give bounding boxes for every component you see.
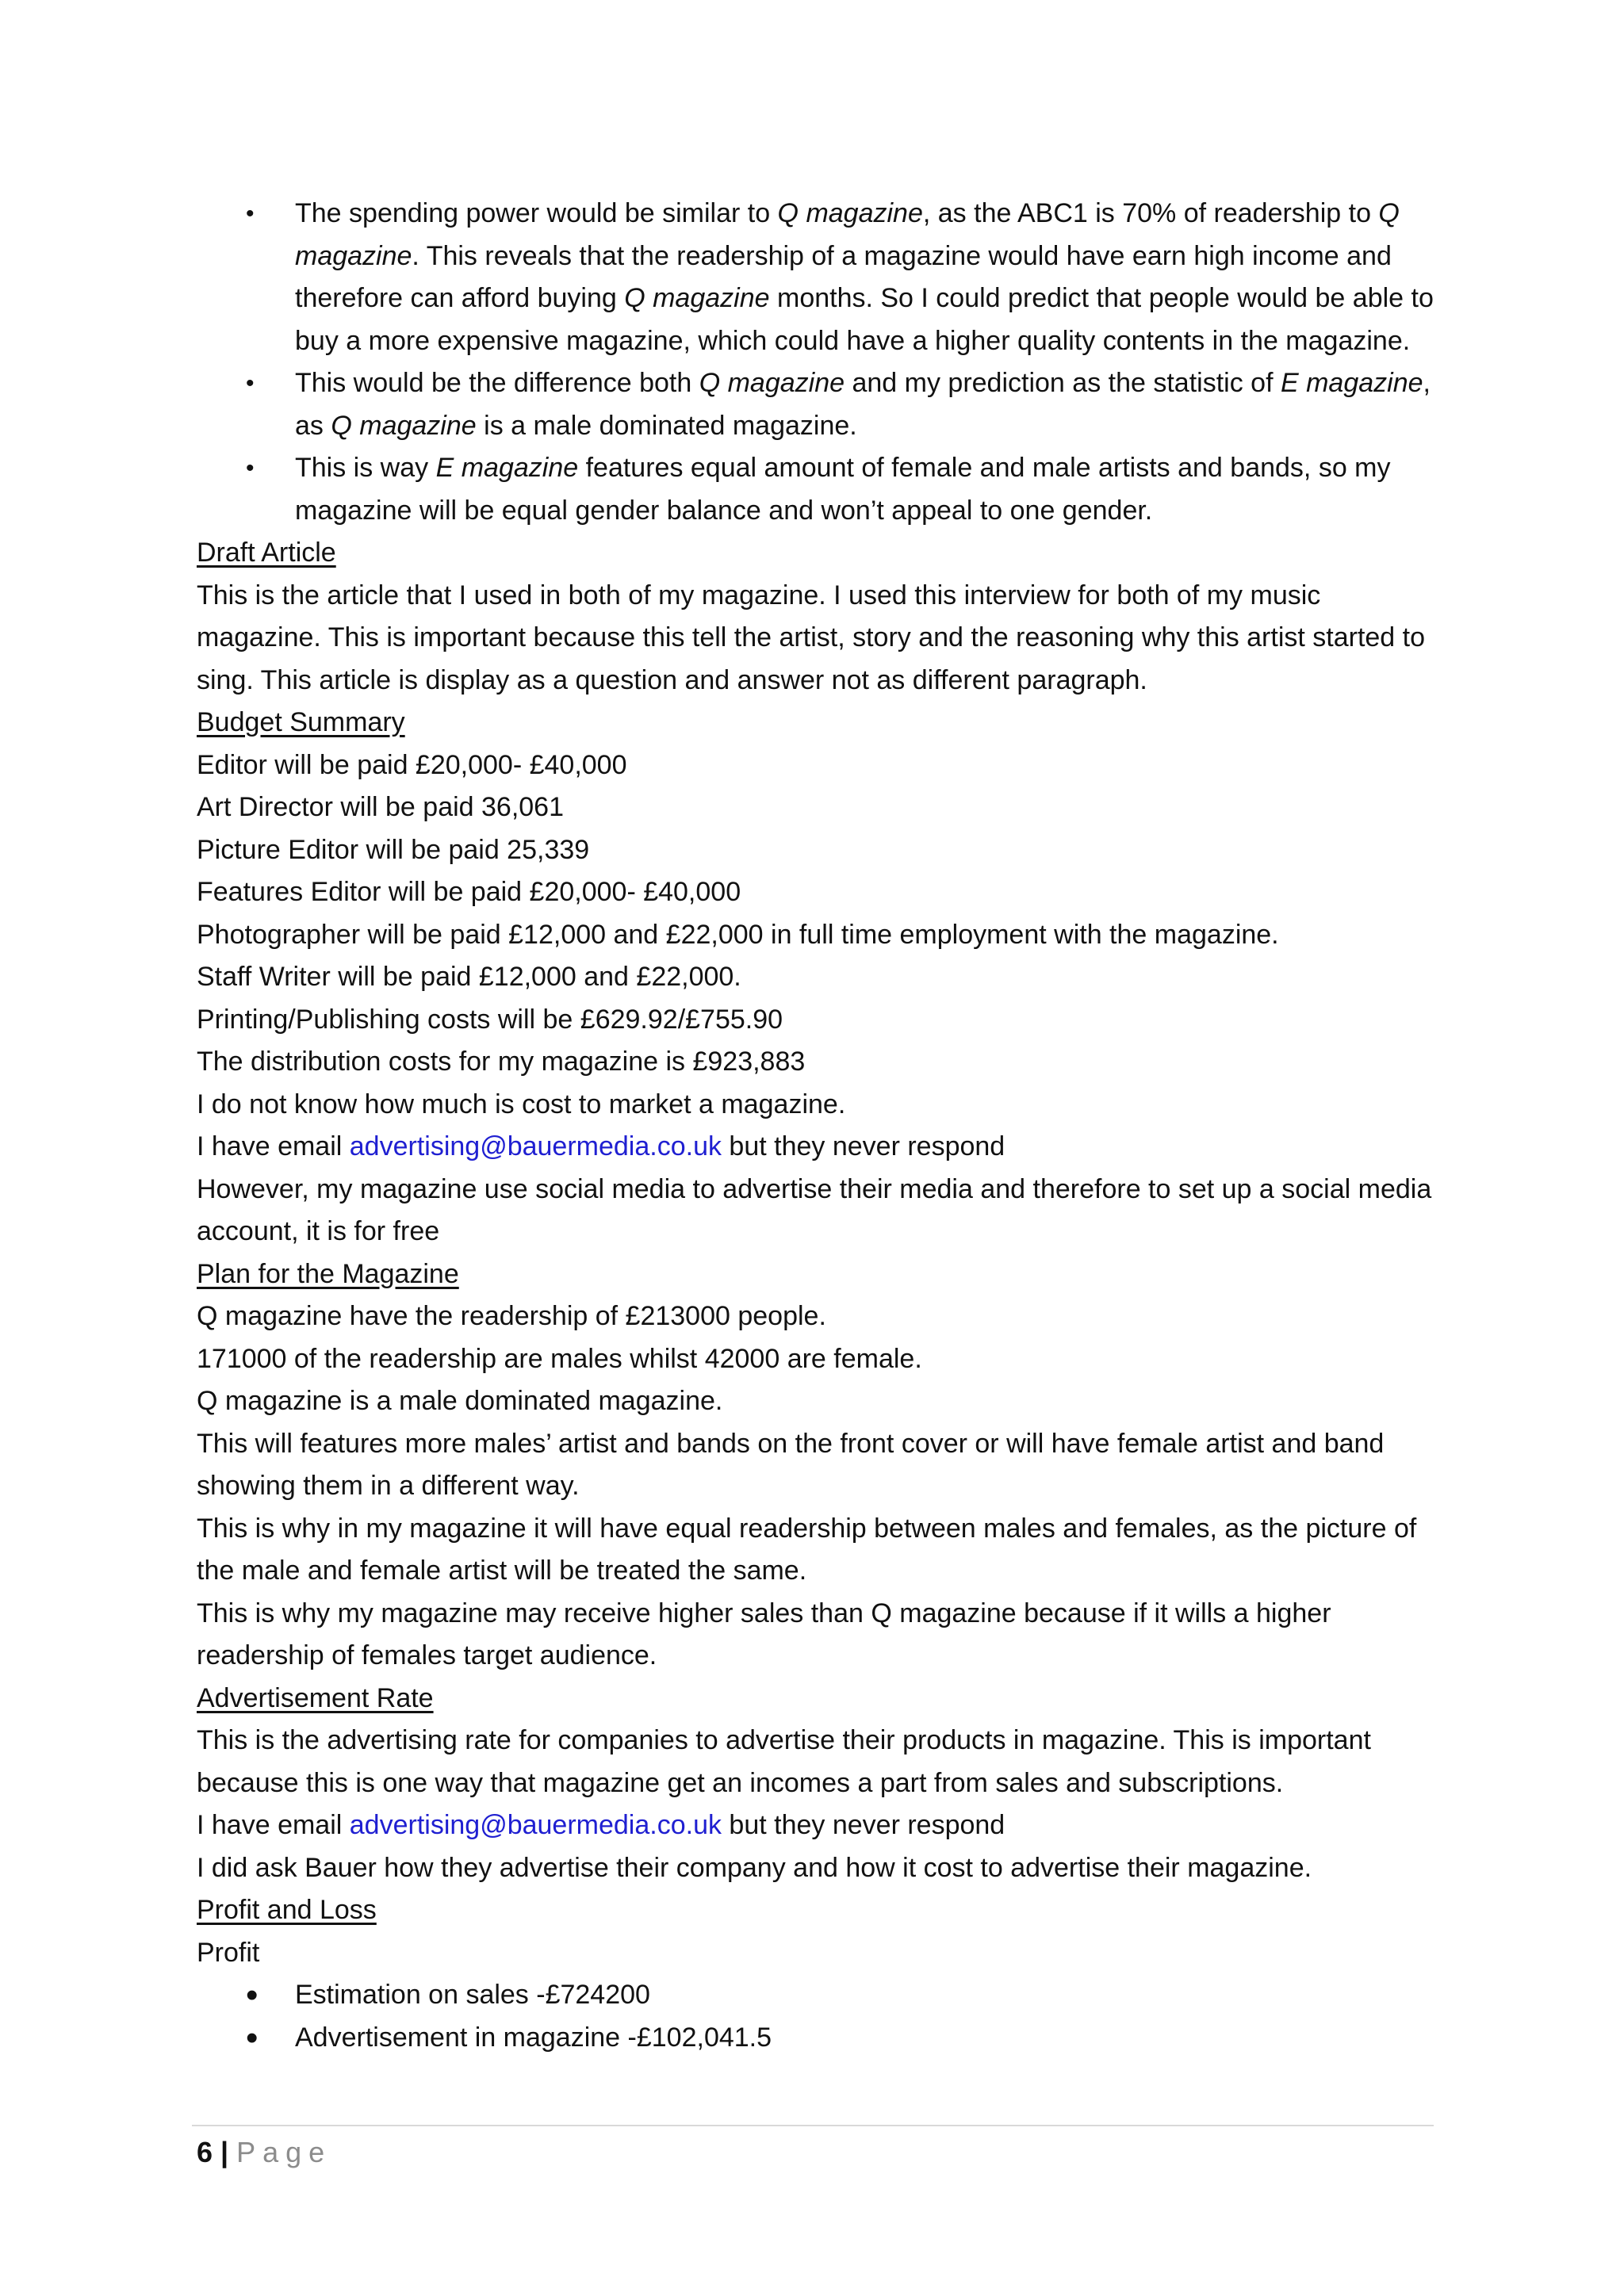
bullet-text: This would be the difference both	[295, 368, 699, 398]
plan-lines	[197, 1295, 1434, 1678]
profit-item	[197, 1974, 1434, 2017]
budget-line: Editor will be paid £20,000- £40,000	[197, 749, 627, 780]
plan-line: Q magazine have the readership of £213000 people.	[197, 1301, 826, 1331]
budget-social-text: However, my magazine use social media to advertise their media and therefore to set up a social media account, it is for free	[197, 1173, 1432, 1246]
top-bullet-list	[197, 193, 1434, 532]
budget-email-prefix: I have email	[197, 1131, 350, 1161]
italic-title: E magazine	[1280, 368, 1423, 398]
budget-email-suffix: but they never respond	[721, 1131, 1005, 1161]
italic-title: Q magazine	[699, 368, 845, 398]
plan-line: This is why in my magazine it will have equal readership between males and females, as the picture of the male and female artist will be treated the same.	[197, 1513, 1417, 1586]
bullet-mark: •	[246, 2018, 259, 2057]
bullet-text: is a male dominated magazine.	[476, 410, 857, 441]
top-bullet-item	[197, 447, 1434, 532]
budget-line: I do not know how much is cost to market a magazine.	[197, 1089, 846, 1119]
bullet-text: , as	[295, 368, 1431, 441]
profit-item-text: Advertisement in magazine -£102,041.5	[295, 2022, 772, 2053]
profit-item	[197, 2017, 1434, 2060]
bullet-text: This is way	[295, 453, 436, 483]
profit-item-text: Estimation on sales -£724200	[295, 1980, 650, 2010]
advert-email-line	[197, 1804, 1434, 1847]
draft-article-text: This is the article that I used in both of my magazine. I used this interview for both of my music magazine. This is important because this tell the artist, story and the reasoning why this artist started to sing. This article is display as a question and answer not as different paragraph.	[197, 580, 1426, 695]
italic-title: Q magazine	[777, 198, 923, 228]
budget-line: The distribution costs for my magazine is £923,883	[197, 1047, 806, 1077]
profit-label: Profit	[197, 1937, 260, 1968]
plan-heading: Plan for the Magazine	[197, 1258, 459, 1289]
budget-email-link[interactable]: advertising@bauermedia.co.uk	[349, 1131, 722, 1161]
bullet-mark: •	[246, 455, 255, 481]
plan-line: 171000 of the readership are males whilst 42000 are female.	[197, 1343, 922, 1374]
page-footer	[197, 2133, 331, 2172]
footer-divider	[192, 2125, 1434, 2126]
bullet-text: features equal amount of female and male artists and bands, so my magazine will be equal gender balance and won’t appeal to one gender.	[295, 453, 1391, 526]
budget-line: Printing/Publishing costs will be £629.92/£755.90	[197, 1004, 783, 1035]
advert-email-suffix: but they never respond	[721, 1810, 1005, 1840]
budget-line: Art Director will be paid 36,061	[197, 792, 565, 822]
budget-line: Photographer will be paid £12,000 and £22,000 in full time employment with the magazine.	[197, 919, 1279, 950]
advertisement-rate-text: This is the advertising rate for companies to advertise their products in magazine. This is important because this is one way that magazine get an incomes a part from sales and subscriptions.	[197, 1725, 1371, 1798]
bullet-mark: •	[246, 201, 255, 227]
top-bullet-item	[197, 362, 1434, 447]
bullet-mark: •	[246, 370, 255, 396]
bullet-text: The spending power would be similar to	[295, 198, 778, 228]
plan-line: Q magazine is a male dominated magazine.	[197, 1386, 723, 1416]
bullet-text: and my prediction as the statistic of	[845, 368, 1281, 398]
budget-summary-heading: Budget Summary	[197, 707, 405, 737]
page-content	[197, 193, 1434, 2059]
advert-email-link[interactable]: advertising@bauermedia.co.uk	[349, 1810, 722, 1840]
page-number: 6	[197, 2136, 213, 2168]
budget-lines	[197, 744, 1434, 1127]
footer-separator: |	[220, 2136, 229, 2168]
italic-title: Q magazine	[331, 410, 477, 441]
budget-email-line	[197, 1126, 1434, 1169]
advertisement-rate-heading: Advertisement Rate	[197, 1682, 434, 1713]
profit-loss-heading: Profit and Loss	[197, 1895, 377, 1925]
advert-bauer-text: I did ask Bauer how they advertise their company and how it cost to advertise their magazine.	[197, 1852, 1312, 1883]
italic-title: E magazine	[435, 453, 579, 483]
italic-title: Q magazine	[295, 198, 1400, 271]
bullet-text: . This reveals that the readership of a magazine would have earn high income and therefore can afford buying	[295, 240, 1392, 313]
profit-bullet-list	[197, 1974, 1434, 2059]
bullet-mark: •	[246, 1976, 259, 2015]
budget-line: Picture Editor will be paid 25,339	[197, 834, 590, 865]
plan-line: This will features more males’ artist and bands on the front cover or will have female artist and band showing them in a different way.	[197, 1428, 1385, 1501]
advert-email-prefix: I have email	[197, 1810, 350, 1840]
plan-line: This is why my magazine may receive higher sales than Q magazine because if it wills a higher readership of females target audience.	[197, 1598, 1331, 1670]
budget-line: Staff Writer will be paid £12,000 and £22,000.	[197, 962, 741, 992]
top-bullet-item	[197, 193, 1434, 362]
budget-line: Features Editor will be paid £20,000- £40,000	[197, 877, 741, 907]
draft-article-heading: Draft Article	[197, 538, 336, 568]
page-label: Page	[236, 2136, 332, 2168]
bullet-text: , as the ABC1 is 70% of readership to	[922, 198, 1379, 228]
bullet-text: months. So I could predict that people would be able to buy a more expensive magazine, which could have a higher quality contents in the magazine.	[295, 283, 1434, 356]
italic-title: Q magazine	[624, 283, 770, 313]
